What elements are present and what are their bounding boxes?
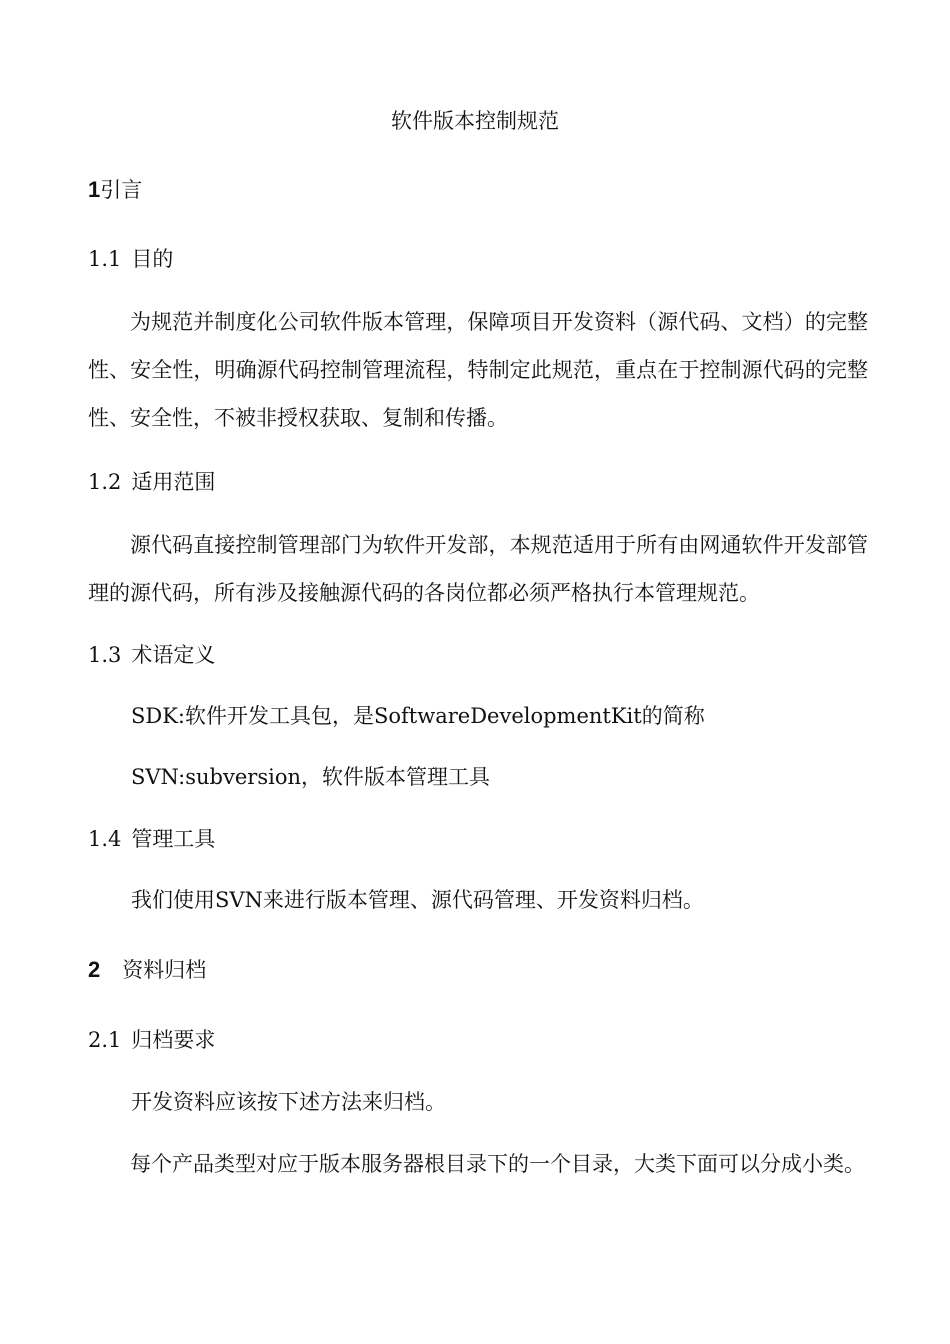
- section-1-3-heading: [88, 640, 215, 670]
- section-1-number: 1: [88, 177, 101, 202]
- section-1-title: 引言: [100, 178, 143, 202]
- section-1-3-number: 1.3: [88, 643, 122, 667]
- section-1-4-heading: [88, 824, 215, 854]
- section-1-4-paragraph: 我们使用SVN来进行版本管理、源代码管理、开发资料归档。: [131, 888, 704, 912]
- section-2-number: 2: [88, 957, 101, 982]
- section-1-1-number: 1.1: [88, 247, 122, 271]
- section-2-title: 资料归档: [122, 958, 207, 982]
- section-1-2-number: 1.2: [88, 470, 122, 494]
- section-2-1-heading: [88, 1025, 215, 1055]
- section-1-1-title: 目的: [131, 247, 174, 271]
- section-2-1-paragraph-2: 每个产品类型对应于版本服务器根目录下的一个目录，大类下面可以分成小类。: [130, 1152, 865, 1176]
- section-1-1-heading: [88, 244, 173, 274]
- section-2-1-number: 2.1: [88, 1028, 122, 1052]
- section-1-4-title: 管理工具: [131, 827, 216, 851]
- section-2-1-paragraph-1: 开发资料应该按下述方法来归档。: [131, 1090, 446, 1114]
- section-1-3-title: 术语定义: [131, 643, 216, 667]
- section-1-1-paragraph: 为规范并制度化公司软件版本管理，保障项目开发资料（源代码、文档）的完整性、安全性，明确源代码控制管理流程，特制定此规范，重点在于控制源代码的完整性、安全性，不被非授权获取、复制和传播。: [88, 310, 868, 430]
- section-2-1-title: 归档要求: [131, 1028, 216, 1052]
- section-1-4-number: 1.4: [88, 827, 122, 851]
- section-1-2-paragraph: 源代码直接控制管理部门为软件开发部，本规范适用于所有由网通软件开发部管理的源代码，所有涉及接触源代码的各岗位都必须严格执行本管理规范。: [88, 533, 868, 605]
- term-sdk: SDK:软件开发工具包，是SoftwareDevelopmentKit的简称: [131, 704, 705, 728]
- document-title: 软件版本控制规范: [391, 109, 559, 133]
- section-1-2-title: 适用范围: [131, 470, 216, 494]
- section-1-2-heading: [88, 467, 215, 497]
- term-svn: SVN:subversion，软件版本管理工具: [131, 765, 490, 789]
- section-1-heading: [88, 175, 142, 205]
- section-2-heading: [88, 955, 206, 985]
